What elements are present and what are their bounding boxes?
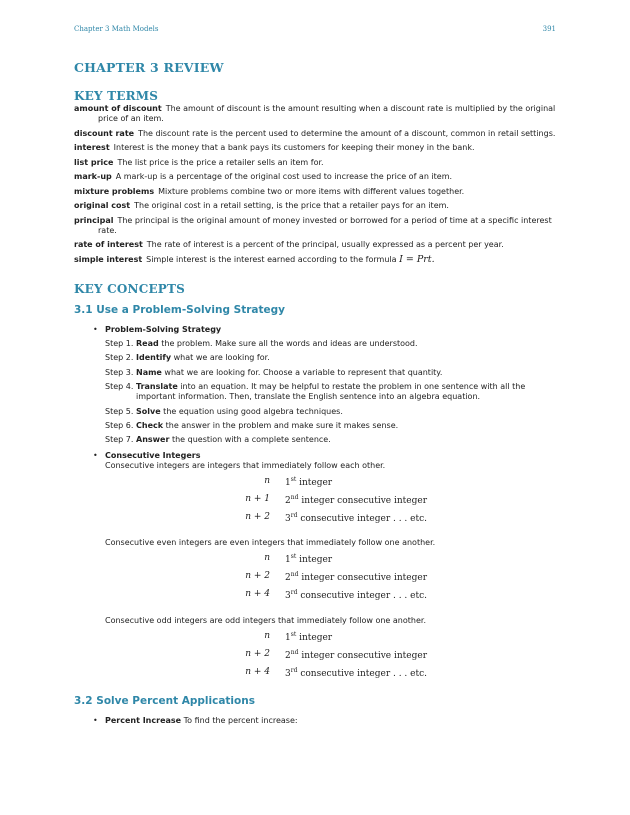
page-number: 391	[542, 25, 556, 33]
term-definition: The discount rate is the percent used to determine the amount of a discount, common in retail settings.	[138, 128, 556, 138]
integer-label: integer	[296, 633, 333, 643]
integer-expression: n + 2	[245, 571, 270, 581]
integer-expression: n + 1	[245, 494, 270, 504]
integer-expression: n + 4	[245, 589, 270, 599]
ordinal-suffix: rd	[290, 589, 298, 596]
integer-row	[0, 631, 630, 645]
key-term	[74, 172, 556, 182]
integer-description	[285, 631, 332, 643]
ordinal-number: 2	[285, 496, 291, 506]
strategy-step	[105, 382, 557, 402]
integer-description	[285, 649, 427, 661]
integer-expression: n	[264, 553, 270, 563]
step-text: the answer in the problem and make sure it makes sense.	[163, 421, 399, 430]
step-text: the equation using good algebra techniques.	[160, 407, 343, 416]
key-terms-list	[74, 104, 556, 269]
integer-label: integer	[296, 555, 333, 565]
term-label: rate of interest	[74, 240, 143, 249]
ordinal-number: 1	[285, 555, 291, 565]
ordinal-number: 2	[285, 573, 291, 583]
step-number: Step 2.	[105, 353, 134, 362]
strategy-step	[105, 339, 557, 349]
integer-row	[0, 553, 630, 567]
percent-increase-title: Percent Increase	[105, 716, 182, 725]
step-text: into an equation. It may be helpful to restate the problem in one sentence with all the important information. Then, translate the English sentence into an algebra equation.	[136, 382, 526, 401]
term-definition: The rate of interest is a percent of the principal, usually expressed as a percent per year.	[146, 240, 504, 249]
ordinal-number: 3	[285, 514, 291, 524]
step-number: Step 5.	[105, 407, 134, 416]
step-number: Step 4.	[105, 382, 134, 391]
step-body	[136, 339, 557, 349]
integer-label: consecutive integer . . . etc.	[297, 514, 427, 524]
strategy-step	[105, 435, 557, 445]
chapter-label: Chapter 3 Math Models	[74, 25, 159, 33]
term-definition: Interest is the money that a bank pays its customers for keeping their money in the bank.	[113, 143, 475, 152]
key-term	[74, 255, 556, 265]
integer-expression: n	[264, 631, 270, 641]
ordinal-number: 3	[285, 669, 291, 679]
term-definition: The amount of discount is the amount resulting when a discount rate is multiplied by the original price of an item.	[98, 104, 556, 123]
step-body	[136, 421, 557, 431]
integer-row	[0, 512, 630, 526]
ordinal-suffix: st	[290, 476, 297, 483]
ordinal-suffix: rd	[290, 512, 298, 519]
ordinal-suffix: nd	[290, 494, 299, 501]
ordinal-number: 1	[285, 633, 291, 643]
integer-description	[285, 553, 332, 565]
integer-description	[285, 667, 427, 679]
key-concepts-heading: KEY CONCEPTS	[74, 282, 186, 296]
step-text: the problem. Make sure all the words and ideas are understood.	[158, 339, 418, 348]
key-term	[74, 216, 556, 236]
integer-label: integer consecutive integer	[298, 651, 427, 661]
ordinal-number: 1	[285, 478, 291, 488]
integer-label: integer consecutive integer	[298, 573, 427, 583]
step-keyword: Read	[136, 339, 159, 348]
ordinal-suffix: st	[290, 553, 297, 560]
step-body	[136, 382, 557, 402]
integer-row	[0, 667, 630, 681]
step-body	[136, 368, 557, 378]
term-definition: The list price is the price a retailer sells an item for.	[117, 157, 324, 167]
integer-expression: n	[264, 476, 270, 486]
step-keyword: Solve	[136, 407, 161, 416]
ordinal-suffix: rd	[290, 667, 298, 674]
ordinal-number: 2	[285, 651, 291, 661]
strategy-step	[105, 407, 557, 417]
term-definition: The principal is the original amount of money invested or borrowed for a period of time at a specific interest rate.	[98, 215, 552, 235]
ordinal-suffix: nd	[290, 571, 299, 578]
strategy-step	[105, 421, 557, 431]
term-label: interest	[74, 143, 110, 152]
integer-description	[285, 494, 427, 506]
key-term	[74, 129, 556, 139]
percent-increase-text: To find the percent increase:	[181, 716, 298, 725]
strategy-step	[105, 353, 557, 363]
bullet: •	[93, 716, 98, 725]
integer-label: consecutive integer . . . etc.	[297, 669, 427, 679]
key-term	[74, 158, 556, 168]
integer-label: consecutive integer . . . etc.	[297, 591, 427, 601]
integer-row	[0, 571, 630, 585]
step-keyword: Identify	[136, 353, 172, 362]
consecutive-intro: Consecutive integers are integers that immediately follow each other.	[105, 461, 386, 470]
integer-description	[285, 476, 332, 488]
integer-description	[285, 512, 427, 524]
key-term	[74, 201, 556, 211]
integer-expression: n + 2	[245, 512, 270, 522]
step-text: what we are looking for. Choose a variable to represent that quantity.	[161, 368, 443, 377]
integer-description	[285, 571, 427, 583]
integer-row	[0, 589, 630, 603]
integer-description	[285, 589, 427, 601]
integer-expression: n + 2	[245, 649, 270, 659]
term-definition: A mark-up is a percentage of the original cost used to increase the price of an item.	[115, 172, 453, 181]
chapter-review-title: CHAPTER 3 REVIEW	[74, 60, 224, 75]
term-label: original cost	[74, 201, 131, 210]
strategy-title: Problem-Solving Strategy	[105, 325, 222, 334]
integer-label: integer consecutive integer	[298, 496, 427, 506]
integer-row	[0, 649, 630, 663]
step-number: Step 7.	[105, 435, 134, 444]
step-keyword: Translate	[136, 382, 178, 391]
key-term	[74, 143, 556, 153]
key-term	[74, 104, 556, 124]
even-intro: Consecutive even integers are even integers that immediately follow one another.	[105, 538, 436, 547]
ordinal-suffix: nd	[290, 649, 299, 656]
step-number: Step 6.	[105, 421, 134, 430]
step-number: Step 3.	[105, 368, 134, 377]
term-label: discount rate	[74, 128, 135, 138]
page-header	[74, 25, 556, 39]
term-definition: Simple interest is the interest earned according to the formula	[146, 254, 397, 264]
key-term	[74, 240, 556, 250]
term-label: list price	[74, 157, 114, 167]
percent-increase	[105, 716, 298, 725]
term-label: principal	[74, 215, 114, 225]
integer-label: integer	[296, 478, 333, 488]
integer-row	[0, 476, 630, 490]
step-keyword: Answer	[136, 435, 170, 444]
integer-expression: n + 4	[245, 667, 270, 677]
consecutive-title: Consecutive Integers	[105, 451, 201, 460]
bullet: •	[93, 451, 98, 460]
step-body	[136, 353, 557, 363]
odd-intro: Consecutive odd integers are odd integers that immediately follow one another.	[105, 616, 426, 625]
section-3-1-heading: 3.1 Use a Problem-Solving Strategy	[74, 304, 285, 316]
step-keyword: Check	[136, 421, 164, 430]
section-3-2-heading: 3.2 Solve Percent Applications	[74, 695, 255, 707]
ordinal-suffix: st	[290, 631, 297, 638]
step-number: Step 1.	[105, 339, 134, 348]
step-keyword: Name	[136, 368, 162, 377]
term-definition: Mixture problems combine two or more items with different values together.	[158, 186, 465, 196]
term-label: simple interest	[74, 254, 143, 264]
strategy-step	[105, 368, 557, 378]
bullet: •	[93, 325, 98, 334]
term-definition: The original cost in a retail setting, is the price that a retailer pays for an item.	[134, 201, 449, 210]
ordinal-number: 3	[285, 591, 291, 601]
term-label: amount of discount	[74, 104, 162, 113]
integer-row	[0, 494, 630, 508]
step-body	[136, 407, 557, 417]
term-label: mixture problems	[74, 186, 155, 196]
formula: I = Prt.	[399, 253, 435, 265]
key-term	[74, 187, 556, 197]
step-text: what we are looking for.	[171, 353, 270, 362]
term-label: mark-up	[74, 172, 112, 181]
step-text: the question with a complete sentence.	[169, 435, 331, 444]
key-terms-heading: KEY TERMS	[74, 89, 159, 103]
step-body	[136, 435, 557, 445]
